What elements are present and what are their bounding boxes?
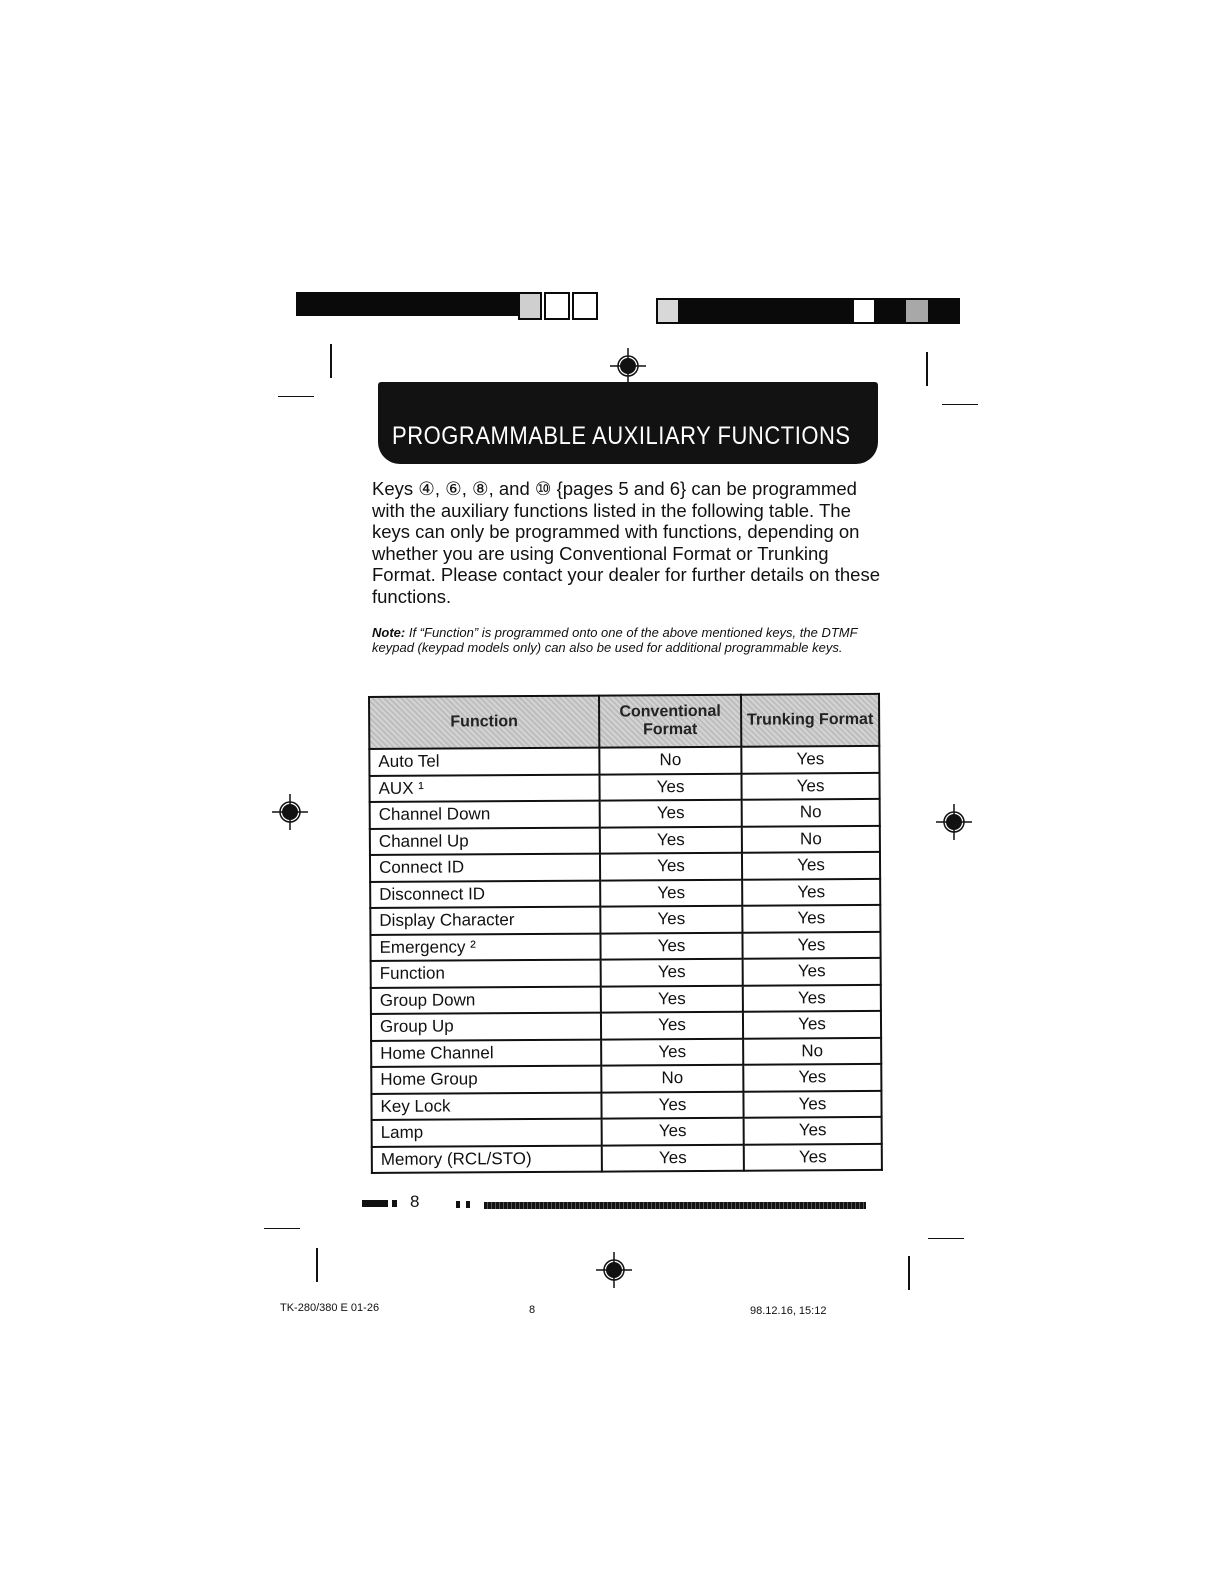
cell-function: Home Channel xyxy=(371,1039,601,1067)
cell-conventional: Yes xyxy=(600,932,742,959)
note-label: Note: xyxy=(372,625,406,640)
cell-conventional: Yes xyxy=(600,800,742,827)
crop-mark xyxy=(278,396,314,397)
cell-conventional: Yes xyxy=(600,906,742,933)
cell-function: Home Group xyxy=(371,1066,601,1094)
cell-trunking: Yes xyxy=(742,905,880,932)
header-trunking-format: Trunking Format xyxy=(741,694,879,747)
cell-conventional: Yes xyxy=(601,1091,743,1118)
cell-trunking: Yes xyxy=(743,984,881,1011)
cell-conventional: Yes xyxy=(600,826,742,853)
intro-paragraph: Keys ④, ⑥, ⑧, and ⑩ {pages 5 and 6} can be programmed with the auxiliary functions listed in the following table. The keys can only be programmed with functions, depending on whether you are using Conventional Format or Trunking Format. Please contact your dealer for further details on these functions. xyxy=(372,478,880,607)
cell-conventional: Yes xyxy=(602,1118,744,1145)
table-row xyxy=(372,1117,882,1147)
table-row xyxy=(371,1090,881,1120)
page-number-marker xyxy=(362,1200,388,1207)
crop-mark xyxy=(942,404,978,405)
cell-trunking: Yes xyxy=(743,1064,881,1091)
footer-timestamp: 98.12.16, 15:12 xyxy=(750,1305,827,1317)
top-right-print-bar-end xyxy=(876,298,904,324)
registration-mark-icon xyxy=(594,1250,634,1290)
footer-document-code: TK-280/380 E 01-26 xyxy=(280,1302,380,1314)
cell-function: Group Down xyxy=(371,986,601,1014)
registration-mark-icon xyxy=(934,802,974,842)
cell-trunking: Yes xyxy=(742,878,880,905)
cell-function: Disconnect ID xyxy=(370,880,600,908)
registration-mark-icon xyxy=(270,792,310,832)
cell-trunking: Yes xyxy=(743,958,881,985)
table-header-row xyxy=(369,694,879,749)
crop-mark xyxy=(330,344,332,378)
table-row xyxy=(370,905,880,935)
cell-function: Channel Up xyxy=(370,827,600,855)
cell-trunking: No xyxy=(742,799,880,826)
table-row xyxy=(372,1143,882,1173)
header-conventional-format: Conventional Format xyxy=(599,695,741,748)
top-right-gray-square xyxy=(656,298,680,324)
crop-mark xyxy=(926,352,928,386)
table-row xyxy=(370,931,880,961)
footer-page: 8 xyxy=(529,1304,536,1316)
crop-mark xyxy=(908,1256,910,1290)
note-text: If “Function” is programmed onto one of the above mentioned keys, the DTMF keypad (keypad models only) can also be used for additional programmable keys. xyxy=(372,625,858,655)
top-left-print-bar xyxy=(296,292,518,316)
auxiliary-functions-table xyxy=(368,693,883,1174)
cell-trunking: Yes xyxy=(743,1011,881,1038)
cell-conventional: Yes xyxy=(600,853,742,880)
cell-conventional: Yes xyxy=(602,1144,744,1171)
page-number-marker xyxy=(456,1201,460,1208)
registration-mark-icon xyxy=(608,346,648,386)
crop-mark xyxy=(264,1228,300,1229)
cell-trunking: Yes xyxy=(742,852,880,879)
crop-mark xyxy=(928,1238,964,1239)
cell-trunking: Yes xyxy=(744,1143,882,1170)
table-row xyxy=(371,1037,881,1067)
page-number-marker xyxy=(392,1200,397,1207)
cell-function: Group Up xyxy=(371,1013,601,1041)
top-left-white-square xyxy=(544,292,570,320)
table-row xyxy=(370,825,880,855)
table-row xyxy=(371,984,881,1014)
top-left-white-square xyxy=(572,292,598,320)
table-row xyxy=(370,852,880,882)
cell-trunking: Yes xyxy=(744,1117,882,1144)
crop-mark xyxy=(316,1248,318,1282)
cell-conventional: Yes xyxy=(600,879,742,906)
cell-function: AUX ¹ xyxy=(369,774,599,802)
cell-trunking: No xyxy=(742,825,880,852)
table-row xyxy=(371,1011,881,1041)
cell-function: Lamp xyxy=(372,1119,602,1147)
note-paragraph xyxy=(372,626,862,655)
header-function: Function xyxy=(369,696,599,749)
page-number-rule xyxy=(484,1202,866,1209)
cell-conventional: No xyxy=(599,747,741,774)
cell-trunking: Yes xyxy=(743,1090,881,1117)
cell-conventional: Yes xyxy=(601,1012,743,1039)
page-title: PROGRAMMABLE AUXILIARY FUNCTIONS xyxy=(392,422,851,450)
top-right-print-bar-tail xyxy=(930,298,960,324)
table-row xyxy=(370,878,880,908)
cell-conventional: No xyxy=(601,1065,743,1092)
top-right-gray-square xyxy=(904,298,930,324)
page-number-marker xyxy=(466,1201,470,1208)
cell-conventional: Yes xyxy=(601,1038,743,1065)
cell-function: Connect ID xyxy=(370,854,600,882)
table-row xyxy=(370,799,880,829)
cell-function: Channel Down xyxy=(370,801,600,829)
cell-trunking: No xyxy=(743,1037,881,1064)
table-row xyxy=(371,958,881,988)
table-row xyxy=(369,746,879,776)
cell-conventional: Yes xyxy=(601,985,743,1012)
table-row xyxy=(371,1064,881,1094)
cell-trunking: Yes xyxy=(742,931,880,958)
cell-function: Function xyxy=(371,960,601,988)
page-number: 8 xyxy=(410,1192,420,1211)
top-left-color-square xyxy=(518,292,542,320)
cell-conventional: Yes xyxy=(599,773,741,800)
cell-function: Key Lock xyxy=(371,1092,601,1120)
cell-conventional: Yes xyxy=(601,959,743,986)
top-right-print-bar xyxy=(680,298,852,324)
cell-trunking: Yes xyxy=(741,772,879,799)
cell-function: Display Character xyxy=(370,907,600,935)
cell-function: Memory (RCL/STO) xyxy=(372,1145,602,1173)
table-row xyxy=(369,772,879,802)
cell-function: Emergency ² xyxy=(370,933,600,961)
top-right-white-square xyxy=(852,298,876,324)
cell-trunking: Yes xyxy=(741,746,879,773)
cell-function: Auto Tel xyxy=(369,748,599,776)
